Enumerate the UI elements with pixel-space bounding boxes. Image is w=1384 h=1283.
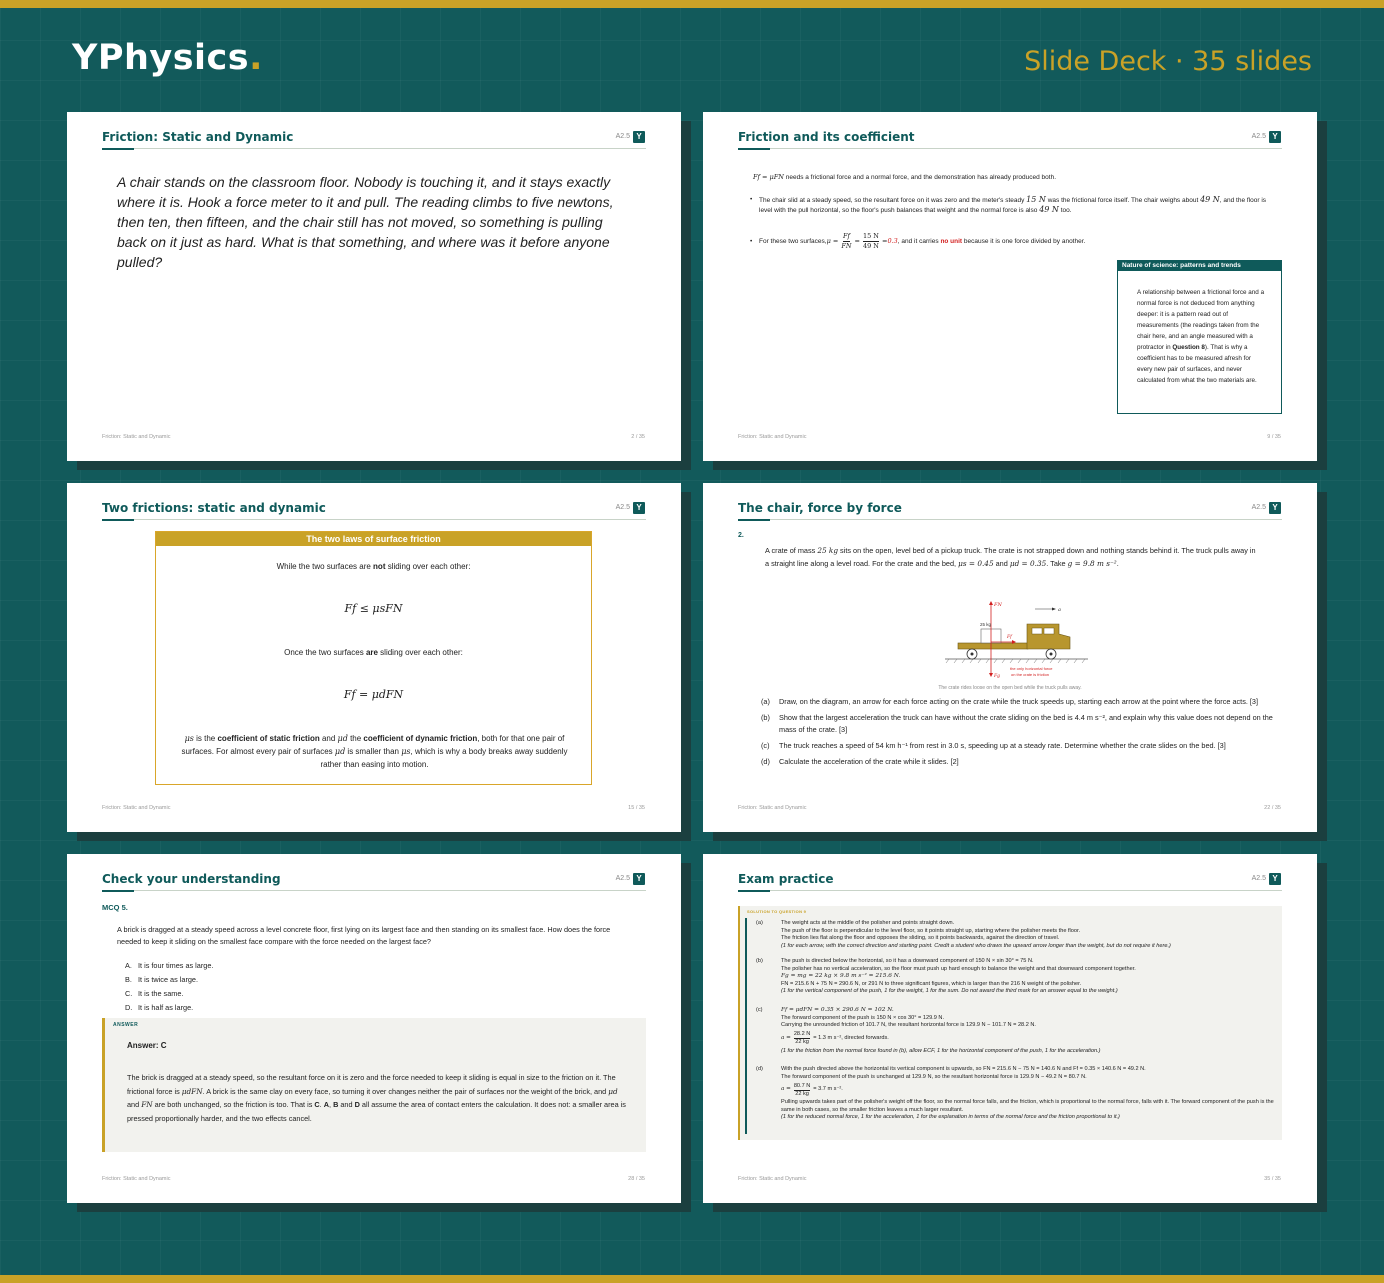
friction-note: on the crate is friction <box>1011 672 1050 677</box>
fraction: $\frac{15 N}{49 N}$ <box>862 232 879 250</box>
slide-title: Friction and its coefficient <box>738 130 915 144</box>
title-divider <box>738 148 1282 149</box>
page-number: 9 / 35 <box>1267 434 1281 440</box>
title-accent <box>738 519 770 521</box>
y-logo-icon: Y <box>633 131 645 143</box>
page-number: 15 / 35 <box>628 805 645 811</box>
box-title: Nature of science: patterns and trends <box>1118 261 1281 271</box>
mcq-question: A brick is dragged at a steady speed across a level concrete floor, first lying on its largest face and then standing on its smallest face. How does the force needed to keep it sliding on the smallest face compare with the force needed on the largest face? <box>117 925 611 946</box>
slide-15[interactable] <box>67 483 681 832</box>
solution-part-a: (a) The weight acts at the middle of the polisher and points straight down. The push of the floor is perpendicular to the level floor, so it points straight up, starting where the polisher meets the floor. The friction lies flat along the floor and opposes the sliding, so it points backwards, against the direction of travel. (1 for each arrow, with the correct direction and starting point. Credit a student who draws the upward arrow longer than the weight, but do not require it here.) <box>756 920 1171 949</box>
law-1-equation: Ff ≤ μsFN <box>344 602 403 615</box>
slide-35[interactable] <box>703 854 1317 1203</box>
mcq-number: MCQ 5. <box>102 903 128 912</box>
syllabus-code: A2.5 <box>1251 875 1266 882</box>
law-2-equation: Ff = μdFN <box>343 688 404 701</box>
solution-part-c: (c) Ff = μdFN = 0.35 × 290.6 N = 102 N. The forward component of the push is 150 N × cos 30° = 129.9 N. Carrying the unrounded friction of 101.7 N, the resultant horizontal force is 129.9 N − 101.7 N = 28.2 N. a = $\frac{28.2 N}{22 kg}$ = 1.3 m s⁻², directed forwards. (1 for the friction from the normal force found in (b), allow ECF, 1 for the horizontal component of the push, 1 for the acceleration.) <box>763 1007 1283 1055</box>
y-logo-icon: Y <box>1269 131 1281 143</box>
question-parts <box>761 696 1281 768</box>
solution-part-d: (d) With the push directed above the horizontal its vertical component is upwards, so FN = 215.6 N − 75 N = 140.6 N and Ff = 0.35 × 140.6 N = 49.2 N. The forward component of the push is unchanged at 129.9 N, so the resultant horizontal force is 129.9 N − 49.2 N = 80.7 N. a = $\frac{80.7 N}{22 kg}$ = 3.7 m s⁻². Pulling upwards takes part of the polisher's weight off the floor, so the normal force falls, and the friction, which is proportional to the normal force, falls with it. The forward component of the push is the same in both cases, so the smaller friction leaves a much larger resultant. (1 for the reduced normal force, 1 for the acceleration, 1 for the explanation in terms of the normal force and the friction proportional to it.) <box>763 1066 1283 1122</box>
part-a: (a) Draw, on the diagram, an arrow for each force acting on the crate while the truck speeds up, starting each arrow at the point where the force acts. [3] <box>761 697 1259 706</box>
part-c: (c) The truck reaches a speed of 54 km h⁻¹ from rest in 3.0 s, speeding up at a steady rate. Determine whether the crate slides on the bed. [3] <box>761 741 1226 750</box>
title-accent <box>102 148 134 150</box>
truck-diagram <box>933 597 1103 687</box>
slide-footer: Friction: Static and Dynamic <box>738 805 807 811</box>
title-accent <box>738 148 770 150</box>
slide-9[interactable] <box>703 112 1317 461</box>
question-number: 2. <box>738 532 744 539</box>
friction-note: the only horizontal force <box>1010 666 1053 671</box>
page-number: 2 / 35 <box>631 434 645 440</box>
nature-of-science-box <box>1117 260 1282 414</box>
syllabus-code: A2.5 <box>615 504 630 511</box>
title-accent <box>102 890 134 892</box>
law-2-intro: Once the two surfaces are sliding over each other: <box>284 648 463 657</box>
title-divider <box>102 519 646 520</box>
fraction: $\frac{Ff}{FN}$ <box>841 232 852 250</box>
opening-quote: A chair stands on the classroom floor. Nobody is touching it, and it stays exactly where it is. Hook a force meter to it and pull. The reading climbs to five newtons, then ten, then fifteen, and the chair still has not moved, so something is pulling back on it just as hard. What is that something, and where was it before anyone pulled? <box>117 174 614 270</box>
laws-box <box>155 531 592 785</box>
title-divider <box>738 519 1282 520</box>
title-divider <box>738 890 1282 891</box>
mcq-options <box>125 959 213 1015</box>
truck-bed <box>958 643 1028 649</box>
answer-box <box>102 1018 646 1152</box>
page-number: 28 / 35 <box>628 1176 645 1182</box>
solution-part-b: (b) The push is directed below the horizontal, so it has a downward component of 150 N × sin 30° = 75 N. The polisher has no vertical acceleration, so the floor must push up hard enough to balance the weight and that downward component together. Fg = mg = 22 kg × 9.8 m s⁻² = 215.6 N. FN = 215.6 N + 75 N = 290.6 N, or 291 N to three significant figures, which is larger than the 216 N weight of the polisher. (1 for the vertical component of the push, 1 for the weight, 1 for the sum. Do not award the third mark for an answer equal to the weight.) <box>756 958 1136 995</box>
y-logo-icon: Y <box>1269 873 1281 885</box>
bullet-dot: • <box>750 196 753 203</box>
brand-logo: YPhysics. <box>72 38 263 78</box>
slide-footer: Friction: Static and Dynamic <box>738 434 807 440</box>
answer-explanation: The brick is dragged at a steady speed, so the resultant force on it is zero and the force needed to keep it sliding is equal in size to the friction on it. The frictional force is μdFN. A brick is the same clay on every face, so turning it over changes neither the pair of surfaces nor the weight of the brick, and μd and FN are both unchanged, so the friction is too. That is C. A, B and D all assume the area of contact enters the calculation. It does not: a smaller area is pressed proportionally harder, and the two effects cancel. <box>127 1073 626 1123</box>
y-logo-icon: Y <box>633 502 645 514</box>
bullet-1: • The chair slid at a steady speed, so the resultant force on it was zero and the meter's steady 15 N was the frictional force itself. The chair weighs about 49 N, and the floor is level with the pull horizontal, so the floor's push balances that weight and the normal force is also 49 N too. <box>750 195 1267 214</box>
solution-box <box>738 906 1282 1140</box>
title-accent <box>102 519 134 521</box>
title-divider <box>102 890 646 891</box>
question-intro: A crate of mass 25 kg sits on the open, level bed of a pickup truck. The crate is not strapped down and nothing stands behind it. The truck pulls away in a straight line along a level road. For the crate and the bed, μs = 0.45 and μd = 0.35. Take g = 9.8 m s⁻². <box>765 546 1256 568</box>
acceleration-fraction: a = $\frac{80.7 N}{22 kg}$ = 3.7 m s⁻². <box>781 1082 843 1097</box>
slide-22[interactable] <box>703 483 1317 832</box>
cab-window <box>1044 628 1054 634</box>
answer-tag: ANSWER <box>113 1022 139 1028</box>
box-body: A relationship between a frictional force and a normal force is not deduced from anything deeper: it is a pattern read out of measurements (the readings taken from the chair here, and an angle measured with a protractor in Question 8). That is why a coefficient has to be measured afresh for every new pair of surfaces, and never calculated from what the two materials are. <box>1137 289 1265 384</box>
slide-28[interactable] <box>67 854 681 1203</box>
bottom-accent-bar <box>0 1275 1384 1283</box>
option-b[interactable]: B. It is twice as large. <box>125 975 199 984</box>
syllabus-code: A2.5 <box>1251 504 1266 511</box>
road-hatching <box>946 659 1085 663</box>
slide-title: Two frictions: static and dynamic <box>102 501 326 515</box>
slide-title: The chair, force by force <box>738 501 902 515</box>
syllabus-code: A2.5 <box>615 133 630 140</box>
solution-rule <box>745 918 747 1134</box>
diagram-caption: The crate rides loose on the open bed while the truck pulls away. <box>938 685 1082 691</box>
option-c[interactable]: C. It is the same. <box>125 989 184 998</box>
slide-title: Exam practice <box>738 872 834 886</box>
acceleration-fraction: a = $\frac{28.2 N}{22 kg}$ = 1.3 m s⁻², directed forwards. <box>781 1031 889 1046</box>
bullet-2: • For these two surfaces, μ = $\frac{Ff}{FN}$ = $\frac{15 N}{49 N}$ = 0.3 , and it carries no unit because it is one force divided by another. <box>750 232 1086 250</box>
slide-footer: Friction: Static and Dynamic <box>102 805 171 811</box>
part-b: (b) Show that the largest acceleration the truck can have without the crate sliding on the bed is 4.4 m s⁻², and explain why this value does not depend on the mass of the crate. [3] <box>761 713 1273 734</box>
solution-tag: SOLUTION TO QUESTION 9 <box>747 909 807 914</box>
slide-footer: Friction: Static and Dynamic <box>102 434 171 440</box>
title-divider <box>102 148 646 149</box>
top-accent-bar <box>0 0 1384 8</box>
page-number: 22 / 35 <box>1264 805 1281 811</box>
option-a[interactable]: A. It is four times as large. <box>125 961 214 970</box>
y-logo-icon: Y <box>633 873 645 885</box>
part-d: (d) Calculate the acceleration of the crate while it slides. [2] <box>761 757 959 766</box>
slide-2[interactable] <box>67 112 681 461</box>
slide-footer: Friction: Static and Dynamic <box>738 1176 807 1182</box>
ff-label: Ff <box>1007 635 1012 640</box>
page-number: 35 / 35 <box>1264 1176 1281 1182</box>
slide-title: Friction: Static and Dynamic <box>102 130 294 144</box>
option-d[interactable]: D. It is half as large. <box>125 1003 194 1012</box>
answer-heading: Answer: C <box>127 1041 167 1050</box>
mass-label: 25 kg <box>980 622 992 627</box>
bullet-dot: • <box>750 238 753 245</box>
syllabus-code: A2.5 <box>615 875 630 882</box>
lead-text: Ff = μFN needs a frictional force and a normal force, and the demonstration has already produced both. <box>753 173 1057 181</box>
fn-label: FN <box>994 602 1002 608</box>
slide-footer: Friction: Static and Dynamic <box>102 1176 171 1182</box>
law-1-intro: While the two surfaces are not sliding over each other: <box>276 562 471 571</box>
laws-explanation: μs is the coefficient of static friction and μd the coefficient of dynamic friction, both for that one pair of surfaces. For almost every pair of surfaces μd is smaller than μs, which is why a body breaks away suddenly rather than easing into motion. <box>181 734 568 769</box>
deck-subtitle: Slide Deck · 35 slides <box>1024 46 1312 77</box>
syllabus-code: A2.5 <box>1251 133 1266 140</box>
a-label: a <box>1058 607 1061 613</box>
title-accent <box>738 890 770 892</box>
fg-label: Fg <box>994 674 1001 679</box>
y-logo-icon: Y <box>1269 502 1281 514</box>
laws-title: The two laws of surface friction <box>156 532 591 546</box>
slide-title: Check your understanding <box>102 872 281 886</box>
cab-window <box>1032 628 1042 634</box>
